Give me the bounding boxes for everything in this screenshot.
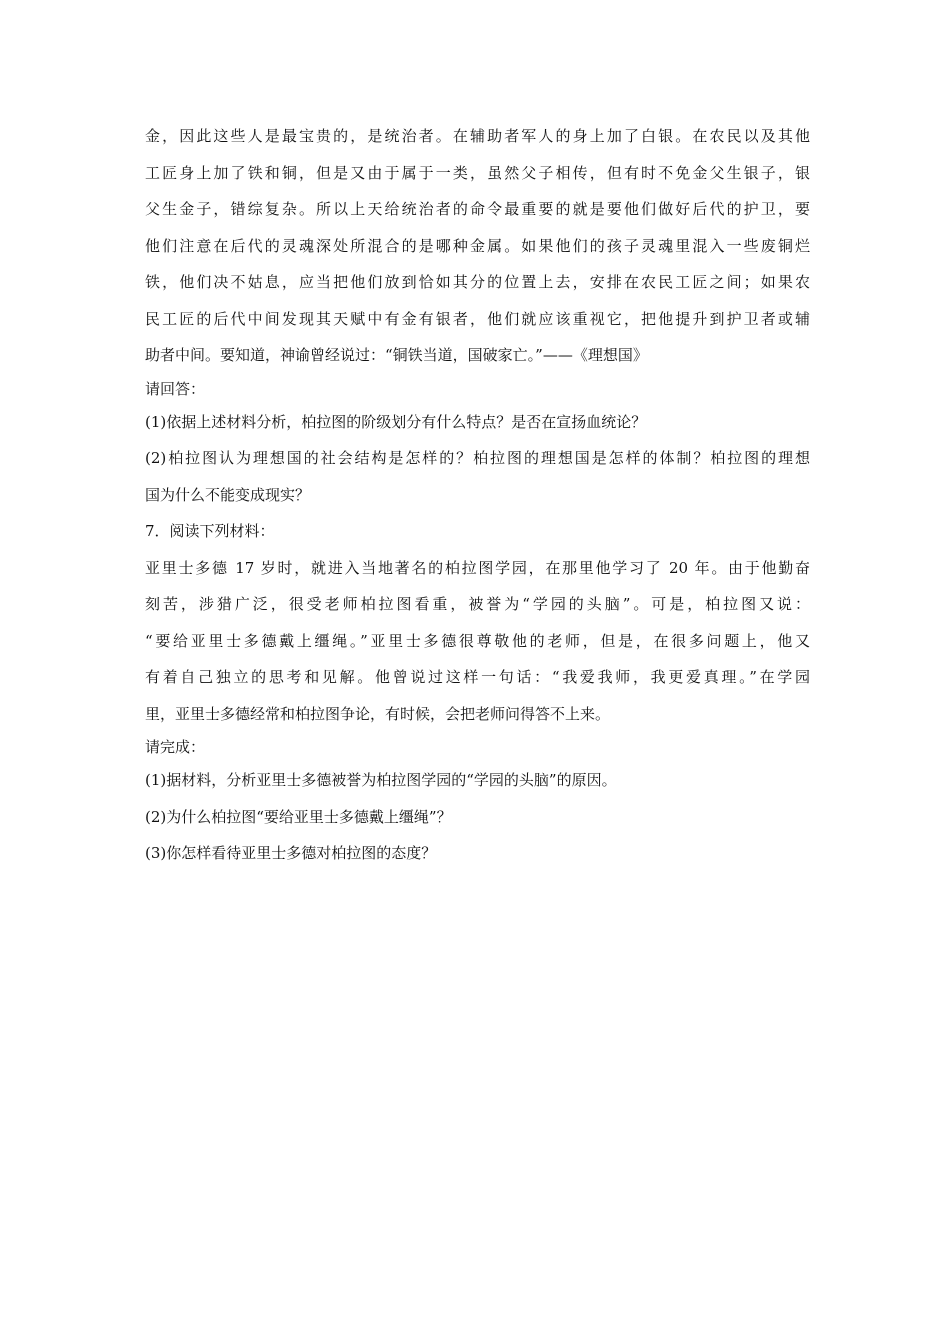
question-6-1: (1)依据上述材料分析，柏拉图的阶级划分有什么特点？是否在宣扬血统论？ bbox=[145, 412, 647, 431]
question-7-title: 7．阅读下列材料： bbox=[145, 522, 275, 540]
prompt-complete: 请完成： bbox=[145, 738, 206, 756]
passage-line: 父生金子，错综复杂。所以上天给统治者的命令最重要的就是要他们做好后代的护卫，要 bbox=[145, 200, 810, 218]
passage-line: 金，因此这些人是最宝贵的，是统治者。在辅助者军人的身上加了白银。在农民以及其他 bbox=[145, 127, 810, 145]
passage-aristotle bbox=[145, 550, 810, 733]
passage-republic bbox=[145, 118, 810, 374]
question-7-3: (3)你怎样看待亚里士多德对柏拉图的态度？ bbox=[145, 844, 437, 862]
passage-line: 他们注意在后代的灵魂深处所混合的是哪种金属。如果他们的孩子灵魂里混入一些废铜烂 bbox=[145, 236, 810, 255]
passage-line: 刻苦，涉猎广泛，很受老师柏拉图看重，被誉为“学园的头脑”。可是，柏拉图又说： bbox=[145, 595, 810, 613]
question-line: 国为什么不能变成现实？ bbox=[145, 485, 311, 504]
passage-line: 里，亚里士多德经常和柏拉图争论，有时候，会把老师问得答不上来。 bbox=[145, 704, 611, 723]
passage-line: 亚里士多德 17 岁时，就进入当地著名的柏拉图学园，在那里他学习了 20 年。由于他勤奋 bbox=[145, 558, 810, 577]
document-content bbox=[145, 118, 810, 872]
question-6-2 bbox=[145, 440, 810, 513]
question-line: (2)柏拉图认为理想国的社会结构是怎样的？柏拉图的理想国是怎样的体制？柏拉图的理想 bbox=[145, 449, 810, 467]
passage-line: 助者中间。要知道，神谕曾经说过：“铜铁当道，国破家亡。”——《理想国》 bbox=[145, 346, 648, 364]
prompt-answer: 请回答： bbox=[145, 379, 206, 398]
passage-line: 工匠身上加了铁和铜，但是又由于属于一类，虽然父子相传，但有时不免金父生银子，银 bbox=[145, 163, 810, 182]
passage-line: 有着自己独立的思考和见解。他曾说过这样一句话：“我爱我师，我更爱真理。”在学园 bbox=[145, 668, 810, 686]
question-7-2: (2)为什么柏拉图“要给亚里士多德戴上缰绳”？ bbox=[145, 807, 452, 826]
passage-line: 民工匠的后代中间发现其天赋中有金有银者，他们就应该重视它，把他提升到护卫者或辅 bbox=[145, 309, 810, 328]
passage-line: 铁，他们决不姑息，应当把他们放到恰如其分的位置上去，安排在农民工匠之间；如果农 bbox=[145, 273, 810, 291]
passage-line: “要给亚里士多德戴上缰绳。”亚里士多德很尊敬他的老师，但是，在很多问题上，他又 bbox=[145, 631, 810, 650]
question-7-1: (1)据材料，分析亚里士多德被誉为柏拉图学园的“学园的头脑”的原因。 bbox=[145, 771, 617, 789]
